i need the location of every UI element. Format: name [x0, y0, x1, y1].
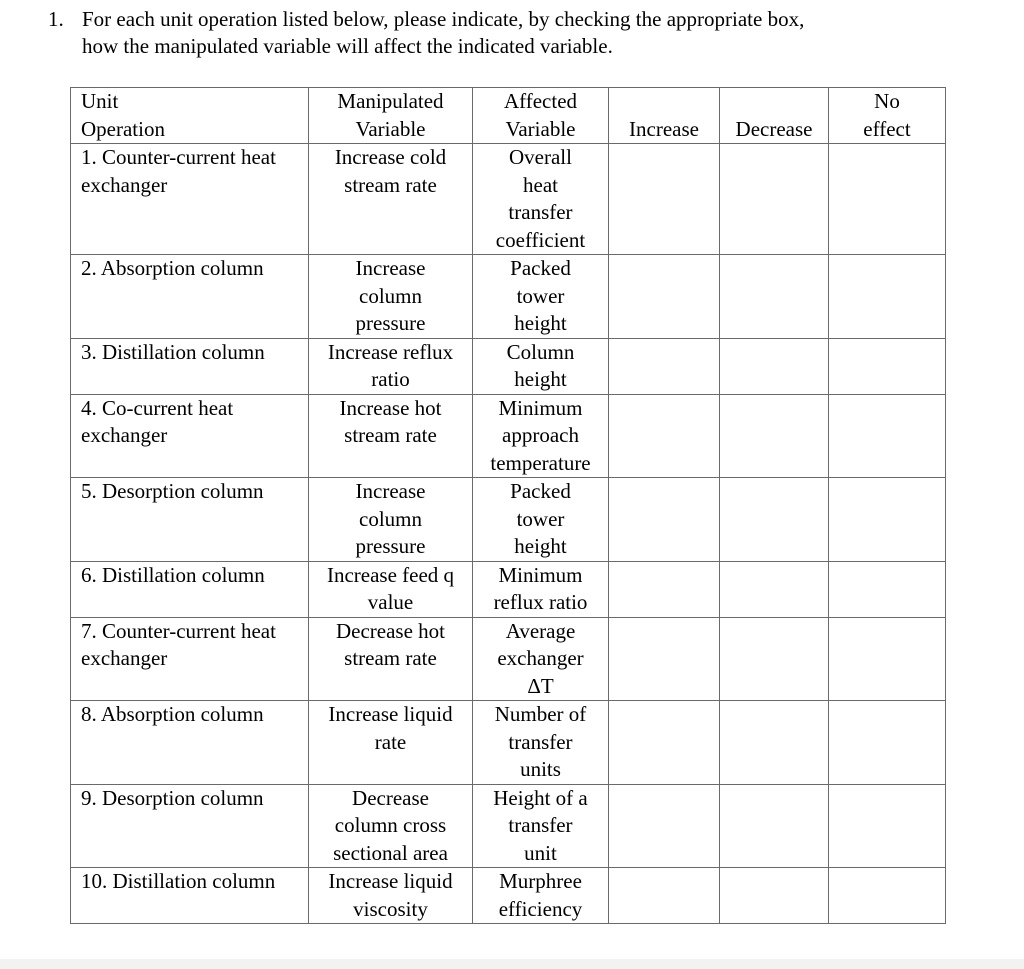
cell-line: Murphree [499, 869, 582, 893]
table-row [71, 478, 946, 562]
cell-line: Minimum [498, 562, 583, 587]
increase-checkbox[interactable] [609, 394, 720, 478]
manipulated-variable-cell [309, 144, 473, 255]
cell-line: Increase [355, 479, 426, 503]
table-row [71, 617, 946, 701]
increase-checkbox[interactable] [609, 561, 720, 617]
question-line: For each unit operation listed below, please indicate, by checking the appropriate box, [82, 7, 805, 31]
no-effect-checkbox[interactable] [829, 784, 946, 868]
cell-line: height [514, 367, 567, 391]
cell-line: Packed [510, 479, 571, 503]
manipulated-variable-cell [309, 868, 473, 924]
cell-line: stream rate [344, 646, 437, 670]
cell-line: Increase hot [339, 395, 442, 420]
table-row [71, 394, 946, 478]
header-text: effect [863, 116, 911, 141]
unit-operation-cell [71, 338, 309, 394]
header-text: Variable [505, 116, 576, 141]
question-text [82, 6, 988, 60]
decrease-checkbox[interactable] [720, 868, 829, 924]
cell-line: height [514, 311, 567, 335]
affected-variable-cell [473, 784, 609, 868]
no-effect-checkbox[interactable] [829, 338, 946, 394]
increase-checkbox[interactable] [609, 701, 720, 785]
cell-line: Decrease hot [335, 618, 446, 643]
no-effect-checkbox[interactable] [829, 868, 946, 924]
table-row [71, 255, 946, 339]
cell-line: 1. Counter-current heat [81, 145, 276, 169]
affected-variable-cell [473, 255, 609, 339]
question [48, 6, 988, 60]
table-row [71, 561, 946, 617]
cell-line: Increase reflux [327, 339, 454, 364]
cell-line: coefficient [495, 227, 586, 252]
cell-line: column [359, 283, 422, 308]
increase-checkbox[interactable] [609, 478, 720, 562]
table-row [71, 338, 946, 394]
cell-line: Overall [509, 145, 572, 169]
header-text: Manipulated [337, 89, 444, 113]
header-row [71, 88, 946, 144]
header-unit-operation [71, 88, 309, 144]
increase-checkbox[interactable] [609, 784, 720, 868]
affected-variable-cell [473, 394, 609, 478]
cell-line: ΔT [527, 673, 554, 698]
cell-line: units [520, 757, 561, 781]
cell-line: Increase feed q [326, 562, 455, 587]
header-text: Variable [355, 116, 426, 141]
cell-line: heat [523, 172, 558, 197]
table-row [71, 701, 946, 785]
decrease-checkbox[interactable] [720, 617, 829, 701]
increase-checkbox[interactable] [609, 255, 720, 339]
decrease-checkbox[interactable] [720, 478, 829, 562]
unit-operation-cell [71, 255, 309, 339]
cell-line: exchanger [81, 423, 168, 447]
cell-line: height [514, 534, 567, 558]
decrease-checkbox[interactable] [720, 338, 829, 394]
affected-variable-cell [473, 478, 609, 562]
cell-line: column [359, 506, 422, 531]
decrease-checkbox[interactable] [720, 784, 829, 868]
cell-line: unit [524, 840, 557, 865]
no-effect-checkbox[interactable] [829, 478, 946, 562]
header-decrease: Decrease [720, 88, 829, 144]
affected-variable-cell [473, 617, 609, 701]
cell-line: Column [506, 339, 575, 364]
cell-line: Height of a [493, 785, 588, 810]
cell-line: efficiency [498, 896, 583, 921]
cell-line: 8. Absorption column [81, 702, 264, 726]
table-row [71, 784, 946, 868]
cell-line: 10. Distillation column [81, 869, 276, 893]
cell-line: Decrease [352, 785, 429, 810]
cell-line: Increase [355, 256, 426, 280]
cell-line: Minimum [498, 395, 583, 420]
cell-line: 2. Absorption column [81, 256, 264, 280]
cell-line: exchanger [497, 646, 584, 670]
cell-line: ratio [371, 367, 410, 391]
affected-variable-cell [473, 701, 609, 785]
unit-operation-cell [71, 701, 309, 785]
increase-checkbox[interactable] [609, 868, 720, 924]
unit-operation-cell [71, 144, 309, 255]
manipulated-variable-cell [309, 338, 473, 394]
unit-operation-cell [71, 868, 309, 924]
decrease-checkbox[interactable] [720, 394, 829, 478]
cell-line: transfer [508, 200, 573, 224]
unit-operation-cell [71, 561, 309, 617]
cell-line: 4. Co-current heat [81, 395, 234, 420]
cell-line: 7. Counter-current heat [81, 618, 276, 643]
no-effect-checkbox[interactable] [829, 701, 946, 785]
cell-line: tower [516, 283, 565, 308]
unit-operation-cell [71, 394, 309, 478]
cell-line: exchanger [81, 172, 168, 197]
header-text: Affected [503, 89, 578, 113]
question-line: how the manipulated variable will affect the indicated variable. [82, 34, 613, 58]
increase-checkbox[interactable] [609, 617, 720, 701]
unit-operation-cell [71, 478, 309, 562]
increase-checkbox[interactable] [609, 338, 720, 394]
question-number: 1. [48, 7, 64, 31]
manipulated-variable-cell [309, 478, 473, 562]
decrease-checkbox[interactable] [720, 561, 829, 617]
manipulated-variable-cell [309, 784, 473, 868]
table-row [71, 868, 946, 924]
unit-operation-cell [71, 784, 309, 868]
decrease-checkbox[interactable] [720, 255, 829, 339]
cell-line: viscosity [353, 896, 428, 921]
no-effect-checkbox[interactable] [829, 561, 946, 617]
affected-variable-cell [473, 561, 609, 617]
cell-line: exchanger [81, 646, 168, 670]
header-text: Operation [81, 116, 165, 141]
manipulated-variable-cell [309, 561, 473, 617]
increase-checkbox[interactable] [609, 144, 720, 255]
cell-line: Increase liquid [328, 702, 453, 726]
decrease-checkbox[interactable] [720, 701, 829, 785]
cell-line: Packed [510, 256, 571, 280]
cell-line: temperature [490, 450, 591, 475]
cell-line: 9. Desorption column [81, 785, 264, 810]
cell-line: transfer [508, 813, 573, 837]
cell-line: stream rate [344, 172, 437, 197]
header-affected-variable [473, 88, 609, 144]
no-effect-checkbox[interactable] [829, 144, 946, 255]
table-row [71, 144, 946, 255]
cell-line: pressure [355, 311, 426, 335]
cell-line: stream rate [344, 423, 437, 447]
no-effect-checkbox[interactable] [829, 394, 946, 478]
no-effect-checkbox[interactable] [829, 617, 946, 701]
cell-line: Number of [494, 702, 587, 726]
page-bottom-edge [0, 959, 1024, 969]
manipulated-variable-cell [309, 617, 473, 701]
cell-line: reflux ratio [493, 590, 588, 614]
unit-operation-cell [71, 617, 309, 701]
affected-variable-cell [473, 868, 609, 924]
header-text: Unit [81, 89, 119, 113]
cell-line: transfer [508, 729, 573, 754]
header-increase: Increase [609, 88, 720, 144]
header-no-effect [829, 88, 946, 144]
cell-line: sectional area [333, 840, 448, 865]
affected-variable-cell [473, 144, 609, 255]
cell-line: Average [505, 618, 576, 643]
cell-line: 5. Desorption column [81, 479, 264, 503]
cell-line: 6. Distillation column [81, 562, 265, 587]
cell-line: rate [374, 729, 407, 754]
decrease-checkbox[interactable] [720, 144, 829, 255]
no-effect-checkbox[interactable] [829, 255, 946, 339]
manipulated-variable-cell [309, 255, 473, 339]
unit-operations-table [70, 87, 946, 924]
manipulated-variable-cell [309, 394, 473, 478]
cell-line: 3. Distillation column [81, 339, 265, 364]
cell-line: column cross [334, 813, 447, 837]
header-manipulated-variable [309, 88, 473, 144]
cell-line: Increase cold [334, 145, 447, 169]
cell-line: approach [502, 423, 579, 447]
header-text: No [874, 89, 900, 113]
cell-line: value [367, 590, 414, 614]
manipulated-variable-cell [309, 701, 473, 785]
cell-line: tower [516, 506, 565, 531]
cell-line: pressure [355, 534, 426, 558]
affected-variable-cell [473, 338, 609, 394]
cell-line: Increase liquid [328, 869, 453, 893]
